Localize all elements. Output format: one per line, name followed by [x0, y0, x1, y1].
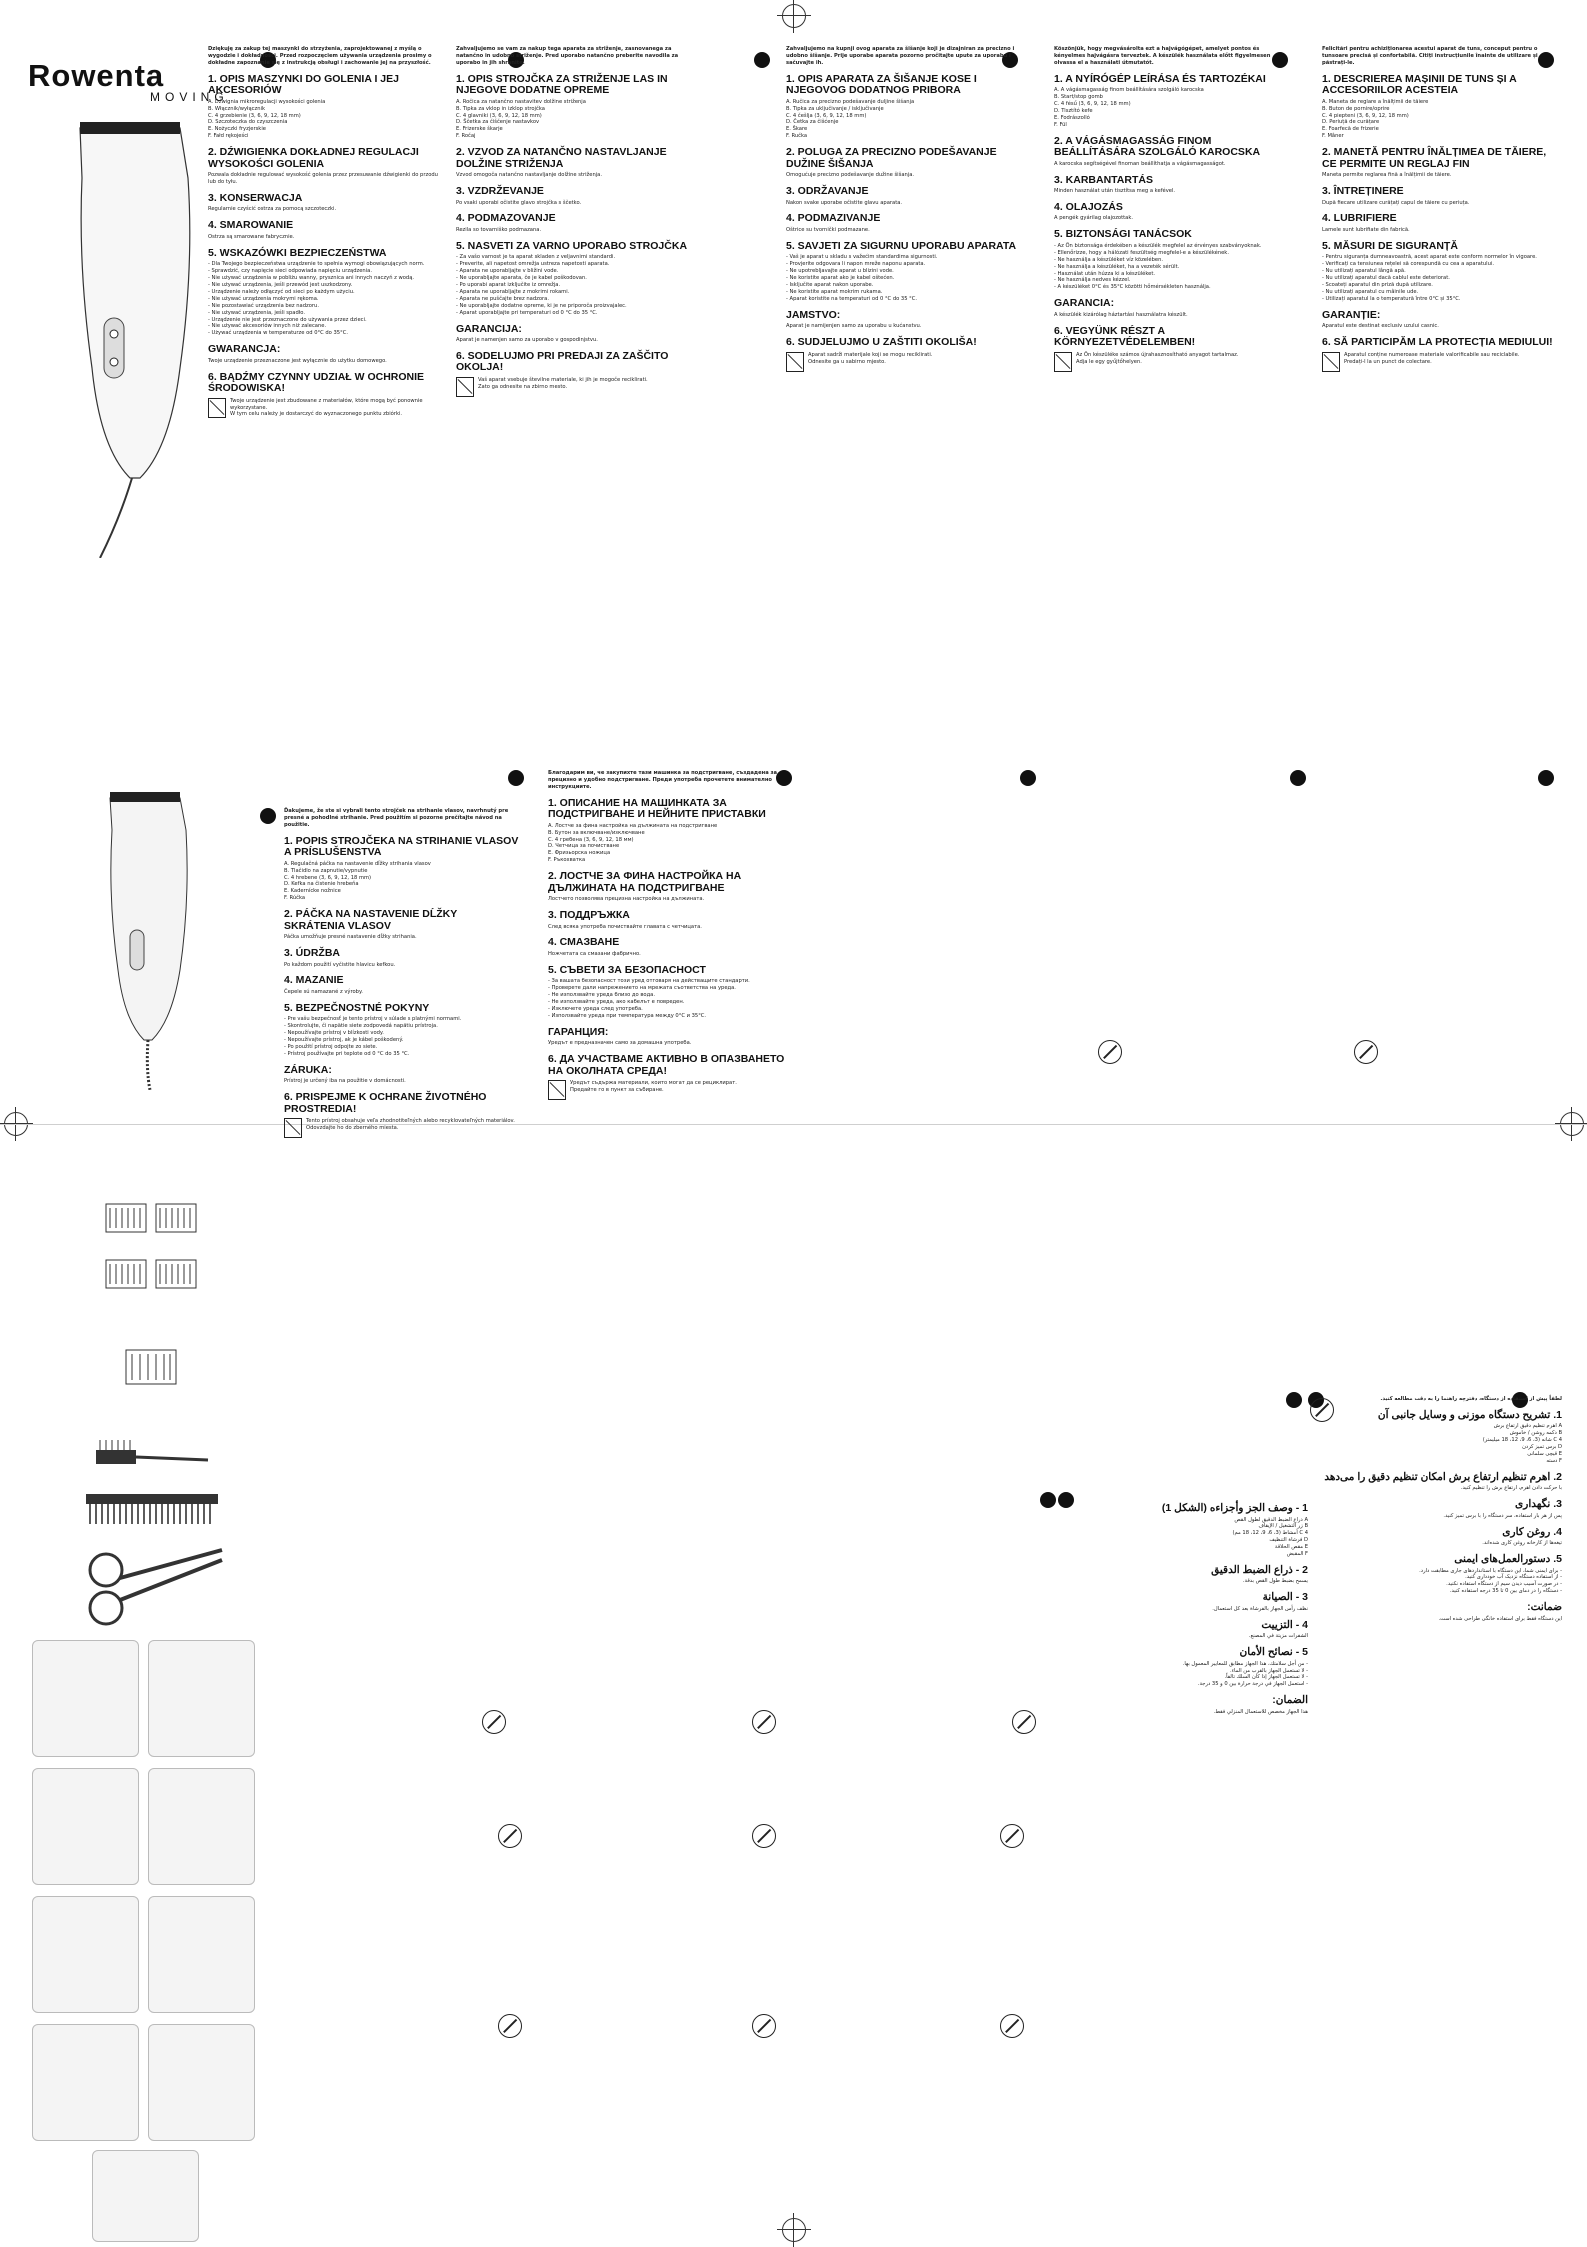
- section-heading: 4. PODMAZIVANJE: [786, 212, 881, 225]
- list-item: F. Mâner: [1322, 133, 1344, 140]
- list-item: - در صورت آسیب دیدن سیم از دستگاه استفاده نکنید.: [1446, 1581, 1562, 1588]
- list-item: Nakon svake uporabe očistite glavu aparata.: [786, 199, 903, 206]
- list-item: F دسته: [1546, 1457, 1562, 1464]
- list-item: C. 4 češlja (3, 6, 9, 12, 18 mm): [786, 112, 867, 119]
- list-item: Лостчето позволява прецизна настройка на дължината.: [548, 896, 705, 903]
- list-item: D برس تمیز کردن: [1522, 1444, 1562, 1451]
- list-item: A készülék kizárólag háztartási használatra készült.: [1054, 311, 1188, 318]
- section-heading: GARANCIA:: [1054, 297, 1115, 310]
- list-item: - Sprawdzić, czy napięcie sieci odpowiada napięciu urządzenia.: [208, 268, 372, 275]
- list-item: - Ne uporabljajte aparata, če je kabel poškodovan.: [456, 275, 587, 282]
- list-item: E. Foarfecă de frizerie: [1322, 126, 1379, 133]
- list-item: - Ne uporabljajte dodatne opreme, ki je ne priporoča proizvajalec.: [456, 302, 627, 309]
- list-item: Aparatul conține numeroase materiale valorificabile sau reciclabile.: [1344, 351, 1520, 358]
- list-item: - Po uporabi aparat izključite iz omrežja.: [456, 282, 561, 288]
- list-item: - Pre vašu bezpečnosť je tento prístroj v súlade s platnými normami.: [284, 1016, 462, 1023]
- list-item: Aparat je namenjen samo za uporabo v gospodinjstvu.: [456, 337, 598, 344]
- registration-mark-top: [782, 4, 806, 28]
- section-heading: 2. MANETĂ PENTRU ÎNĂLȚIMEA DE TĂIERE, CE PERMITE UN REGLAJ FIN: [1322, 146, 1547, 170]
- list-item: Regularnie czyścić ostrza za pomocą szczoteczki.: [208, 206, 337, 213]
- section-heading: 2. DŹWIGIENKA DOKŁADNEJ REGULACJI WYSOKOŚCI GOLENIA: [208, 146, 419, 170]
- section-heading: 4. LUBRIFIERE: [1322, 212, 1397, 225]
- comb-attachments-illustration: [96, 1200, 206, 1420]
- list-item: A pengék gyárilag olajozottak.: [1054, 215, 1133, 222]
- list-item: A ذراع الضبط الدقيق لطول القص: [1234, 1516, 1308, 1523]
- list-item: A. Ročica za natančno nastavitev dolžine striženja: [456, 98, 586, 105]
- recycling-note: [456, 377, 692, 397]
- list-item: - لا تستعمل الجهاز إذا كان السلك تالفاً.: [1224, 1674, 1308, 1681]
- list-item: A. Regulačná páčka na nastavenie dĺžky strihania vlasov: [284, 860, 431, 867]
- list-item: D فرشاة التنظيف: [1269, 1537, 1308, 1544]
- list-item: Ostrza są smarowane fabrycznie.: [208, 233, 295, 240]
- list-item: - Aparata ne uporabljajte z mokrimi rokami.: [456, 288, 570, 295]
- list-item: - Vaš je aparat u skladu s važećim standardima sigurnosti.: [786, 254, 938, 261]
- list-item: W tym celu należy je dostarczyć do wyznaczonego punktu zbiórki.: [230, 411, 403, 418]
- column-marker: [1020, 770, 1036, 786]
- usage-illustration-8: [148, 2024, 255, 2141]
- list-item: نظف رأس الجهاز بالفرشاة بعد كل استعمال.: [1212, 1605, 1308, 1612]
- column-bg: [548, 770, 788, 1100]
- list-item: - Po použití prístroj odpojte zo siete.: [284, 1044, 378, 1050]
- prohibition-icon: [752, 2014, 776, 2038]
- list-item: Twoje urządzenie jest zbudowane z materiałów, które mogą być ponownie wykorzystane.: [230, 397, 423, 411]
- section-heading: 6. PRISPEJME K OCHRANE ŽIVOTNÉHO PROSTREDIA!: [284, 1091, 487, 1115]
- column-hu: [1054, 46, 1290, 372]
- usage-illustration-5: [32, 1896, 139, 2013]
- list-item: După fiecare utilizare curățați capul de tăiere cu periuța.: [1322, 199, 1470, 206]
- section-heading: 1. POPIS STROJČEKA NA STRIHANIE VLASOV A PRÍSLUŠENSTVA: [284, 834, 519, 859]
- list-item: D. Kefka na čistenie hrebeňa: [284, 881, 359, 888]
- list-item: A. Maneta de reglare a înălțimii de tăiere: [1322, 98, 1429, 105]
- list-item: D. Periuță de curățare: [1322, 119, 1380, 126]
- section-heading: 2. اهرم تنظیم ارتفاع برش امکان تنظیم دقیق را می‌دهد: [1324, 1470, 1562, 1483]
- section-heading: GARANȚIE:: [1322, 308, 1381, 321]
- list-item: B. Бутон за включване/изключване: [548, 829, 645, 836]
- list-item: - برای ایمنی شما، این دستگاه با استانداردهای جاری مطابقت دارد.: [1419, 1567, 1562, 1574]
- list-item: - Ne használja nedves kézzel.: [1054, 277, 1131, 284]
- intro-text: Dziękuję za zakup tej maszynki do strzyżenia, zaprojektowanej z myślą o wygodzie i dokładności. Przed rozpoczęciem używania urządzenia prosimy o dokładne zapoznanie się z instrukcją obsługi i zachowanie jej na przyszłość.: [208, 46, 432, 66]
- section-heading: 2. A VÁGÁSMAGASSÁG FINOM BEÁLLÍTÁSÁRA SZOLGÁLÓ KAROCSKA: [1054, 134, 1261, 159]
- list-item: - Provjerite odgovara li napon mreže naponu aparata.: [786, 261, 926, 268]
- section-heading: ضمانت:: [1527, 1601, 1562, 1614]
- list-item: - Nu utilizați aparatul cu mâinile ude.: [1322, 288, 1419, 295]
- list-item: D. Tisztító kefe: [1054, 107, 1093, 114]
- section-heading: 3. نگهداری: [1515, 1498, 1562, 1511]
- list-item: Odovzdajte ho do zberného miesta.: [306, 1125, 399, 1132]
- usage-illustration-7: [32, 2024, 139, 2141]
- list-item: Minden használat után tisztítsa meg a kefével.: [1054, 188, 1176, 195]
- section-heading: 3 - الصيانة: [1262, 1591, 1308, 1604]
- list-item: - Ne használja a készüléket, ha a vezeték sérült.: [1054, 263, 1180, 270]
- list-item: - Изключете уреда след употреба.: [548, 1006, 643, 1012]
- recycling-note: [284, 1118, 520, 1138]
- list-item: Páčka umožňuje presné nastavenie dĺžky strihania.: [284, 934, 417, 941]
- list-item: Tento prístroj obsahuje veľa zhodnotiteľných alebo recyklovateľných materiálov.: [306, 1118, 515, 1125]
- list-item: B. Włącznik/wyłącznik: [208, 105, 265, 112]
- recycle-bin-icon: [456, 377, 474, 397]
- list-item: Oštrice su tvornički podmazane.: [786, 226, 870, 233]
- list-item: Adja le egy gyűjtőhelyen.: [1076, 358, 1142, 365]
- section-heading: 5. SAVJETI ZA SIGURNU UPORABU APARATA: [786, 239, 1017, 252]
- list-item: C 4 أمشاط (3، 6، 9، 12، 18 مم): [1232, 1530, 1308, 1537]
- prohibition-icon: [1098, 1040, 1122, 1064]
- column-marker: [260, 808, 276, 824]
- section-heading: GWARANCJA:: [208, 343, 281, 356]
- list-item: - Ne használja a készüléket víz közelében.: [1054, 256, 1164, 263]
- list-item: B. Buton de pornire/oprire: [1322, 105, 1390, 112]
- section-heading: ГАРАНЦИЯ:: [548, 1025, 609, 1038]
- section-heading: 5. WSKAZÓWKI BEZPIECZEŃSTWA: [208, 246, 387, 259]
- list-item: C. 4 grzebienie (3, 6, 9, 12, 18 mm): [208, 112, 301, 119]
- recycle-bin-icon: [1054, 352, 1072, 372]
- prohibition-icon: [498, 1824, 522, 1848]
- list-item: - Az Ön biztonsága érdekében a készülék megfelel az érvényes szabványoknak.: [1054, 242, 1262, 249]
- list-item: Vzvod omogoča natančno nastavljanje dolžine striženja.: [456, 172, 602, 179]
- list-item: B. Tlačidlo na zapnutie/vypnutie: [284, 867, 368, 874]
- list-item: - Ellenőrizze, hogy a hálózati feszültség megfelel-e a készülékének.: [1054, 249, 1229, 256]
- list-item: D. Ščetka za čiščenje nastavkov: [456, 119, 540, 126]
- list-item: Po každom použití vyčistite hlavicu kefkou.: [284, 961, 396, 968]
- column-sl: [456, 46, 692, 397]
- section-heading: ZÁRUKA:: [284, 1063, 332, 1076]
- intro-text: لطفاً پیش از استفاده از دستگاه، دفترچه راهنما را به دقت مطالعه کنید.: [1380, 1396, 1562, 1402]
- recycling-note: [208, 398, 444, 419]
- intro-text: Благодарим ви, че закупихте тази машинка за подстригване, създадена за прецизно и удобно подстригване. Преди употреба прочетете внимателно инструкциите.: [548, 770, 778, 790]
- section-heading: 1 - وصف الجز وأجزاءه (الشكل 1): [1161, 1502, 1308, 1514]
- list-item: F. Fül: [1054, 121, 1067, 128]
- list-item: - За вашата безопасност този уред отговаря на действащите стандарти.: [548, 978, 750, 985]
- list-item: - Preverite, ali napetost omrežja ustreza napetosti aparata.: [456, 261, 610, 268]
- column-marker: [1290, 770, 1306, 786]
- recycling-note: [1054, 352, 1290, 372]
- clipper-illustration: [60, 118, 210, 558]
- list-item: D. Četka za čišćenje: [786, 119, 839, 126]
- intro-text: Zahvaljujemo na kupnji ovog aparata za šišanje koji je dizajniran za precizno i udobno šišanje. Prije uporabe aparata pozorno pročitajte upute za uporabu i sačuvajte ih.: [786, 46, 1015, 66]
- list-item: - Nie używać urządzenia, jeśli przewód jest uszkodzony.: [208, 282, 353, 288]
- list-item: F. Rúčka: [284, 895, 306, 902]
- list-item: - Nu utilizați aparatul dacă cablul este deteriorat.: [1322, 275, 1450, 282]
- prohibition-icon: [482, 1710, 506, 1734]
- list-item: - A készüléket 0°C és 35°C közötti hőmérsékleten használja.: [1054, 284, 1211, 291]
- list-item: - Isključite aparat nakon uporabe.: [786, 282, 874, 288]
- section-heading: 6. BĄDŹMY CZYNNY UDZIAŁ W OCHRONIE ŚRODOWISKA!: [208, 370, 425, 395]
- list-item: هذا الجهاز مخصص للاستعمال المنزلي فقط.: [1213, 1708, 1308, 1715]
- list-item: Odnesite ga u sabirno mjesto.: [808, 358, 886, 365]
- list-item: Twoje urządzenie przeznaczone jest wyłącznie do użytku domowego.: [208, 357, 387, 364]
- section-heading: 4. OLAJOZÁS: [1054, 200, 1123, 213]
- list-item: Lamele sunt lubrifiate din fabrică.: [1322, 226, 1410, 233]
- column-marker: [1286, 1392, 1302, 1408]
- prohibition-icon: [1354, 1040, 1378, 1064]
- prohibition-icon: [752, 1710, 776, 1734]
- list-item: - Használat után húzza ki a készüléket.: [1054, 270, 1156, 277]
- list-item: B زر التشغيل / الإيقاف: [1258, 1523, 1308, 1530]
- section-heading: JAMSTVO:: [786, 308, 841, 321]
- list-item: F. Ръкохватка: [548, 857, 586, 864]
- list-item: Ножчетата са смазани фабрично.: [548, 950, 641, 957]
- list-item: Prístroj je určený iba na použitie v domácnosti.: [284, 1078, 406, 1085]
- section-heading: 3. VZDRŽEVANJE: [456, 185, 544, 198]
- list-item: E. Фризьорска ножица: [548, 850, 611, 857]
- section-heading: 4. СМАЗВАНЕ: [548, 936, 620, 949]
- section-heading: 3. ÚDRŽBA: [284, 947, 341, 960]
- section-heading: 1. DESCRIEREA MAȘINII DE TUNS ȘI A ACCESORIILOR ACESTEIA: [1322, 72, 1517, 97]
- list-item: C. 4 fésű (3, 6, 9, 12, 18 mm): [1054, 101, 1131, 108]
- section-heading: 4. MAZANIE: [284, 974, 344, 987]
- list-item: Aparat je namijenjen samo za uporabu u kućanstvu.: [786, 323, 922, 330]
- column-sk: [284, 808, 520, 1138]
- list-item: B. Tipka za uključivanje / isključivanje: [786, 105, 884, 112]
- list-item: F. Fałd rękojeści: [208, 133, 249, 140]
- column-marker: [1538, 770, 1554, 786]
- list-item: - Nepoužívajte prístroj v blízkosti vody.: [284, 1030, 384, 1037]
- section-heading: 5. BEZPEČNOSTNÉ POKYNY: [284, 1001, 430, 1014]
- list-item: يسمح بضبط طول القص بدقة.: [1242, 1578, 1308, 1585]
- list-item: Rezila so tovarniško podmazana.: [456, 226, 542, 233]
- section-heading: 3. ПОДДРЪЖКА: [548, 909, 630, 922]
- scissors-illustration: [76, 1540, 226, 1630]
- usage-illustration-4: [148, 1768, 255, 1885]
- list-item: E. Škare: [786, 126, 808, 133]
- list-item: - Nepoužívajte prístroj, ak je kábel poškodený.: [284, 1037, 404, 1044]
- list-item: Vaš aparat vsebuje številne materiale, ki jih je mogoče reciklirati.: [478, 376, 648, 383]
- section-heading: 2. ЛОСТЧЕ ЗА ФИНА НАСТРОЙКА НА ДЪЛЖИНАТА НА ПОДСТРИГВАНЕ: [548, 870, 742, 894]
- brand-name: Rowenta: [28, 58, 165, 93]
- list-item: A. A vágásmagasság finom beállítására szolgáló karocska: [1054, 87, 1204, 94]
- section-heading: 3. KONSERWACJA: [208, 191, 303, 204]
- list-item: C. 4 гребена (3, 6, 9, 12, 18 мм): [548, 836, 634, 843]
- column-pl: [208, 46, 444, 418]
- list-item: - Nie używać urządzenia mokrymi rękoma.: [208, 295, 319, 302]
- comb-illustration: [82, 1490, 222, 1530]
- list-item: - Skontrolujte, či napätie siete zodpovedá napätiu prístroja.: [284, 1023, 438, 1030]
- fold-line: [0, 1124, 1587, 1125]
- list-item: Az Ön készüléke számos újrahasznosítható anyagot tartalmaz.: [1076, 351, 1239, 358]
- list-item: - Scoateți aparatul din priză după utilizare.: [1322, 282, 1433, 288]
- list-item: - Verificați ca tensiunea rețelei să corespundă cu cea a aparatului.: [1322, 261, 1494, 268]
- list-item: - Не използвайте уреда близо до вода.: [548, 992, 655, 999]
- list-item: - Nie pozostawiać urządzenia bez nadzoru.: [208, 302, 319, 309]
- list-item: Уредът е предназначен само за домашна употреба.: [548, 1040, 692, 1047]
- list-item: - Aparata ne puščajte brez nadzora.: [456, 295, 549, 302]
- list-item: الشفرات مزيتة في المصنع.: [1248, 1633, 1308, 1640]
- section-heading: 4. روغن کاری: [1502, 1525, 1562, 1538]
- list-item: - Не използвайте уреда, ако кабелът е повреден.: [548, 999, 685, 1006]
- recycling-note: [786, 352, 1022, 372]
- list-item: A. Dźwignia mikroregulacji wysokości golenia: [208, 98, 326, 105]
- section-heading: 3. ODRŽAVANJE: [786, 185, 869, 198]
- usage-illustration-head: [92, 2150, 199, 2242]
- list-item: Predați-l la un punct de colectare.: [1344, 358, 1432, 365]
- column-ro: [1322, 46, 1558, 372]
- prohibition-icon: [498, 2014, 522, 2038]
- prohibition-icon: [1000, 1824, 1024, 1848]
- list-item: - من أجل سلامتك، هذا الجهاز مطابق للمعايير المعمول بها.: [1182, 1660, 1308, 1667]
- list-item: - Urządzenie należy odłączyć od sieci po każdym użyciu.: [208, 288, 355, 295]
- list-item: - Pentru siguranța dumneavoastră, acest aparat este conform normelor în vigoare.: [1322, 254, 1537, 261]
- section-heading: 1. OPIS STROJČKA ZA STRIŽENJE LAS IN NJEGOVE DODATNE OPREME: [456, 72, 668, 97]
- list-item: Omogućuje precizno podešavanje dužine šišanja.: [786, 172, 915, 179]
- prohibition-icon: [752, 1824, 776, 1848]
- list-item: - Ne koristite aparat ako je kabel oštećen.: [786, 275, 895, 282]
- list-item: D. Szczoteczka do czyszczenia: [208, 119, 288, 126]
- recycle-bin-icon: [284, 1118, 302, 1138]
- list-item: - Dla Twojego bezpieczeństwa urządzenie to spełnia wymogi obowiązujących norm.: [208, 261, 425, 268]
- list-item: A karocska segítségével finoman beállíthatja a vágásmagasságot.: [1054, 160, 1226, 167]
- list-item: Pozwala dokładnie regulować wysokość golenia przez przesuwanie dźwigienki do przodu lub do tyłu.: [208, 172, 438, 186]
- list-item: B. Tipka za vklop in izklop strojčka: [456, 105, 545, 112]
- list-item: - Ne upotrebljavajte aparat u blizini vode.: [786, 268, 894, 275]
- section-heading: 1. OPIS APARATA ZA ŠIŠANJE KOSE I NJEGOVOG DODATNOG PRIBORA: [786, 72, 977, 97]
- section-heading: 1. A NYÍRÓGÉP LEÍRÁSA ÉS TARTOZÉKAI: [1054, 72, 1266, 85]
- section-heading: 1. تشریح دستگاه موزنی و وسایل جانبی آن: [1377, 1408, 1562, 1421]
- list-item: B دکمه روشن / خاموش: [1509, 1430, 1562, 1437]
- list-item: پس از هر بار استفاده، سر دستگاه را با برس تمیز کنید.: [1443, 1512, 1562, 1519]
- usage-illustration-2: [148, 1640, 255, 1757]
- section-heading: 5. СЪВЕТИ ЗА БЕЗОПАСНОСТ: [548, 963, 706, 976]
- recycle-bin-icon: [548, 1080, 566, 1100]
- list-item: - Nie używać urządzenia w pobliżu wanny, prysznica ani innych naczyń z wodą.: [208, 275, 415, 282]
- intro-text: Zahvaljujemo se vam za nakup tega aparata za striženje, zasnovanega za natančno in udobno striženje. Pred uporabo natančno preberite navodila za uporabo in jih shranite.: [456, 46, 679, 66]
- section-heading: 3. ÎNTREȚINERE: [1322, 185, 1404, 198]
- list-item: - Aparat uporabljajte pri temperaturi od 0 °C do 35 °C.: [456, 309, 598, 316]
- section-heading: 4 - التزييت: [1261, 1618, 1308, 1631]
- list-item: - Prístroj používajte pri teplote od 0 °C do 35 °C.: [284, 1050, 410, 1057]
- section-heading: 5. BIZTONSÁGI TANÁCSOK: [1054, 228, 1192, 241]
- section-heading: 2. PÁČKA NA NASTAVENIE DĹŽKY SKRÁTENIA VLASOV: [284, 908, 458, 932]
- list-item: - Urządzenie nie jest przeznaczone do używania przez dzieci.: [208, 316, 367, 323]
- list-item: - Ne koristite aparat mokrim rukama.: [786, 288, 883, 295]
- column-marker: [1040, 1492, 1056, 1508]
- list-item: - Използвайте уреда при температура между 0°C и 35°C.: [548, 1012, 707, 1019]
- column-marker: [754, 52, 770, 68]
- list-item: Aparat sadrži materijale koji se mogu reciklirati.: [808, 351, 933, 358]
- intro-text: Köszönjük, hogy megvásárolta ezt a hajvágógépet, amelyet pontos és kényelmes hajvágásra terveztek. A készülék használata előtt figyelmesen olvassa el a használati útmutatót.: [1054, 46, 1271, 66]
- section-heading: 6. VEGYÜNK RÉSZT A KÖRNYEZETVÉDELEMBEN!: [1054, 324, 1196, 349]
- column-ar: [1068, 1496, 1308, 1716]
- list-item: این دستگاه فقط برای استفاده خانگی طراحی شده است.: [1438, 1615, 1562, 1622]
- section-heading: 4. PODMAZOVANJE: [456, 212, 556, 225]
- list-item: - Używać urządzenia w temperaturze od 0°C do 35°C.: [208, 330, 348, 337]
- list-item: E. Fodrászolló: [1054, 114, 1090, 121]
- usage-illustration-1: [32, 1640, 139, 1757]
- section-heading: 2. VZVOD ZA NATANČNO NASTAVLJANJE DOLŽINE STRIŽENJA: [456, 146, 667, 170]
- clipper-illustration-small: [100, 790, 200, 1090]
- section-heading: 5. دستورالعمل‌های ایمنی: [1454, 1553, 1562, 1566]
- list-item: E قیچی سلمانی: [1527, 1451, 1562, 1458]
- list-item: - لا تستعمل الجهاز بالقرب من الماء.: [1229, 1667, 1308, 1674]
- list-item: C. 4 hrebene (3, 6, 9, 12, 18 mm): [284, 874, 372, 881]
- list-item: A. Ručica za precizno podešavanje duljine šišanja: [786, 98, 915, 105]
- recycling-note: [1322, 352, 1558, 372]
- list-item: - Nie używać urządzenia, jeśli spadło.: [208, 309, 305, 316]
- list-item: - از استفاده دستگاه نزدیک آب خودداری کنید.: [1465, 1574, 1562, 1581]
- list-item: - Za vašo varnost je ta aparat skladen z veljavnimi standardi.: [456, 254, 616, 261]
- list-item: E مقص الحلاقة: [1274, 1544, 1308, 1551]
- section-heading: GARANCIJA:: [456, 322, 522, 335]
- prohibition-icon: [1012, 1710, 1036, 1734]
- list-item: با حرکت دادن اهرم، ارتفاع برش را تنظیم کنید.: [1460, 1485, 1562, 1492]
- column-fa: [1312, 1396, 1562, 1623]
- list-item: Уредът съдържа материали, които могат да се рециклират.: [570, 1080, 737, 1087]
- brand-subtitle: MOVING: [150, 90, 229, 104]
- section-heading: 6. ДА УЧАСТВАМЕ АКТИВНО В ОПАЗВАНЕТО НА ОКОЛНАТА СРЕДА!: [548, 1053, 785, 1077]
- registration-mark-bottom: [782, 2218, 806, 2242]
- list-item: C. 4 glavniki (3, 6, 9, 12, 18 mm): [456, 112, 542, 119]
- list-item: D. Четчица за почистване: [548, 843, 620, 850]
- list-item: F. Ročaj: [456, 133, 476, 140]
- list-item: C 4 شانه (3، 6، 9، 12، 18 میلیمتر): [1482, 1437, 1562, 1444]
- section-heading: 6. SĂ PARTICIPĂM LA PROTECȚIA MEDIULUI!: [1322, 336, 1553, 349]
- list-item: - Utilizați aparatul la o temperatură între 0°C și 35°C.: [1322, 295, 1461, 302]
- brand-logo: [28, 58, 229, 104]
- list-item: F المقبض: [1286, 1551, 1308, 1558]
- section-heading: 2. POLUGA ZA PRECIZNO PODEŠAVANJE DUŽINE ŠIŠANJA: [786, 146, 997, 170]
- list-item: E. Kadernícke nožnice: [284, 888, 341, 895]
- list-item: Aparatul este destinat exclusiv uzului casnic.: [1322, 323, 1439, 330]
- list-item: - استعمل الجهاز في درجة حرارة بين 0 و 35 درجة.: [1197, 1681, 1308, 1688]
- list-item: - Nie używać akcesoriów innych niż zalecane.: [208, 323, 327, 330]
- section-heading: 3. KARBANTARTÁS: [1054, 173, 1153, 186]
- section-heading: 1. OPIS MASZYNKI DO GOLENIA I JEJ AKCESORIÓW: [208, 72, 399, 97]
- list-item: Maneta permite reglarea fină a înălțimii de tăiere.: [1322, 172, 1452, 179]
- section-heading: 5. NASVETI ZA VARNO UPORABO STROJČKA: [456, 239, 688, 252]
- list-item: Po vsaki uporabi očistite glavo strojčka s ščetko.: [456, 199, 582, 206]
- list-item: E. Nożyczki fryzjerskie: [208, 126, 266, 133]
- section-heading: 2 - ذراع الضبط الدقيق: [1211, 1563, 1308, 1576]
- column-hr: [786, 46, 1022, 372]
- list-item: F. Ručka: [786, 133, 808, 140]
- list-item: След всяка употреба почиствайте главата с четчицата.: [548, 923, 702, 930]
- list-item: تیغه‌ها از کارخانه روغن کاری شده‌اند.: [1482, 1540, 1562, 1547]
- list-item: - Aparat koristite na temperaturi od 0 °C do 35 °C.: [786, 295, 918, 302]
- list-item: - Nu utilizați aparatul lângă apă.: [1322, 268, 1406, 275]
- section-heading: 4. SMAROWANIE: [208, 219, 294, 232]
- usage-illustration-6: [148, 1896, 255, 2013]
- list-item: C. 4 piepteni (3, 6, 9, 12, 18 mm): [1322, 112, 1409, 119]
- list-item: A اهرم تنظیم دقیق ارتفاع برش: [1493, 1423, 1562, 1430]
- section-heading: 5 - نصائح الأمان: [1239, 1646, 1308, 1659]
- recycle-bin-icon: [786, 352, 804, 372]
- section-heading: 1. ОПИСАНИЕ НА МАШИНКАТА ЗА ПОДСТРИГВАНЕ И НЕЙНИТЕ ПРИСТАВКИ: [548, 796, 766, 821]
- list-item: B. Start/stop gomb: [1054, 94, 1103, 101]
- list-item: - Проверете дали напрежението на мрежата съответства на уреда.: [548, 985, 736, 992]
- section-heading: الضمان:: [1272, 1694, 1308, 1707]
- recycle-bin-icon: [1322, 352, 1340, 372]
- list-item: Čepele sú namazané z výroby.: [284, 988, 363, 995]
- usage-illustration-3: [32, 1768, 139, 1885]
- prohibition-icon: [1000, 2014, 1024, 2038]
- list-item: Предайте го в пункт за събиране.: [570, 1087, 664, 1094]
- list-item: - Aparata ne uporabljajte v bližini vode.: [456, 268, 559, 275]
- cleaning-brush-illustration: [92, 1440, 212, 1480]
- section-heading: 5. MĂSURI DE SIGURANȚĂ: [1322, 239, 1458, 252]
- column-marker: [508, 770, 524, 786]
- list-item: A. Лостче за фина настройка на дължината на подстригване: [548, 822, 718, 829]
- list-item: - دستگاه را در دمای بین 0 تا 35 درجه استفاده کنید.: [1449, 1588, 1562, 1595]
- list-item: Zato ga odnesite na zbirno mesto.: [478, 383, 568, 390]
- intro-text: Ďakujeme, že ste si vybrali tento strojček na strihanie vlasov, navrhnutý pre presné a pohodlné strihanie. Pred použitím si pozorne prečítajte návod na použitie.: [284, 808, 509, 828]
- recycling-note: [548, 1080, 788, 1100]
- intro-text: Felicitări pentru achiziționarea acestui aparat de tuns, conceput pentru o tunsoare precisă și confortabilă. Citiți instrucțiunile înainte de utilizare și păstrați-le.: [1322, 46, 1538, 66]
- section-heading: 6. SODELUJMO PRI PREDAJI ZA ZAŠČITO OKOLJA!: [456, 349, 669, 374]
- section-heading: 6. SUDJELUJMO U ZAŠTITI OKOLIŠA!: [786, 336, 977, 349]
- list-item: E. Frizerske škarje: [456, 126, 503, 133]
- recycle-bin-icon: [208, 398, 226, 418]
